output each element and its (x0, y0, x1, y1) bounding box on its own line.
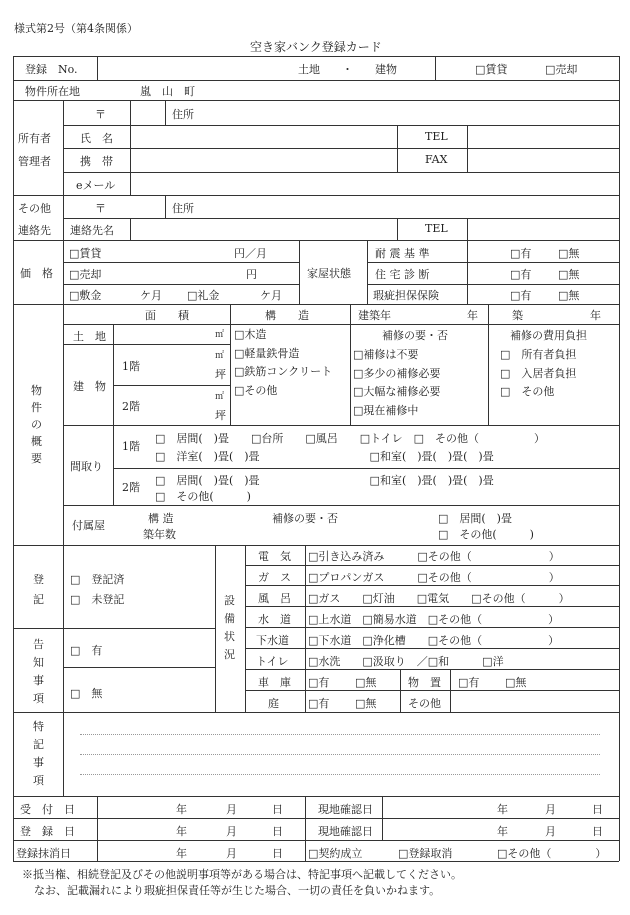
layout-floor1-row1[interactable]: □ 居間( )畳 □台所 □風呂 □トイレ □ その他（ ） (155, 432, 545, 445)
layout-floor1-row2[interactable]: □ 洋室( )畳( )畳 □和室( )畳( )畳( )畳 (155, 450, 494, 463)
quake-standard-label: 耐 震 基 準 (375, 247, 430, 260)
annex-other-checkbox[interactable]: □ その他( ) (438, 528, 534, 541)
form-number: 様式第2号（第4条関係） (14, 22, 138, 35)
repair-none-checkbox[interactable]: □補修は不要 (353, 348, 419, 361)
registered-date-label: 登 録 日 (20, 825, 75, 838)
cost-header: 補修の費用負担 (510, 329, 587, 342)
house-state-label: 家屋状態 (307, 267, 351, 280)
note-line-2: なお、記載漏れにより瑕疵担保責任等が生じた場合、一切の責任を負いかねます。 (34, 884, 441, 897)
floor2-tsubo-unit: 坪 (215, 409, 226, 422)
registered-day-unit: 日 (272, 825, 283, 838)
price-sale-unit: 円 (246, 268, 257, 281)
structure-header: 構 造 (265, 309, 309, 322)
location-value: 嵐 山 町 (140, 85, 195, 98)
layout-floor2-row2[interactable]: □ その他( ) (155, 490, 251, 503)
age-unit: 年 (590, 309, 601, 322)
unregistered-checkbox[interactable]: □ 未登記 (70, 593, 125, 606)
owner-fax-label: FAX (425, 153, 448, 166)
layout-floor2-label: 2階 (122, 481, 140, 494)
bath-options[interactable]: □ガス □灯油 □電気 □その他（ ） (308, 592, 570, 605)
cost-owner-checkbox[interactable]: □ 所有者負担 (500, 348, 577, 361)
manager-label: 管理者 (18, 155, 51, 168)
price-sale-checkbox[interactable]: □売却 (69, 268, 102, 281)
diagnosis-yes-checkbox[interactable]: □有 (510, 268, 532, 281)
quake-yes-checkbox[interactable]: □有 (510, 247, 532, 260)
struct-other-checkbox[interactable]: □その他 (234, 383, 278, 397)
layout-floor1-label: 1階 (122, 440, 140, 453)
contact-label: 連絡先 (18, 224, 51, 237)
note-line-1: ※抵当権、相続登記及びその他説明事項等がある場合は、特記事項へ記載してください。 (22, 868, 462, 881)
cancelled-month-unit: 月 (226, 847, 237, 860)
other-tel-label: TEL (425, 222, 448, 235)
warranty-insurance-label: 瑕疵担保保険 (373, 289, 439, 302)
price-rent-unit: 円／月 (234, 247, 267, 260)
cost-options (500, 346, 576, 402)
storage-label: 物 置 (408, 676, 441, 689)
contact-name-label: 連絡先名 (70, 224, 114, 237)
registered-month-unit: 月 (226, 825, 237, 838)
equipment-label: 設 備 状 況 (224, 594, 235, 661)
cancelled-date-label: 登録抹消日 (16, 847, 71, 860)
floor1-label: 1階 (122, 360, 140, 373)
floor2-label: 2階 (122, 400, 140, 413)
storage-yes-checkbox[interactable]: □有 (458, 676, 480, 689)
gas-label: ガ ス (258, 571, 291, 584)
quake-no-checkbox[interactable]: □無 (558, 247, 580, 260)
garage-label: 車 庫 (258, 676, 291, 689)
special-notes-label: 特 記 事 項 (33, 720, 44, 787)
repair-some-checkbox[interactable]: □多少の補修必要 (353, 366, 441, 380)
cost-tenant-checkbox[interactable]: □ 入居者負担 (500, 366, 577, 380)
overview-label: 物 件 の 概 要 (31, 384, 42, 465)
equipment-other-label: その他 (408, 697, 441, 710)
repair-ongoing-checkbox[interactable]: □現在補修中 (353, 403, 419, 417)
cancelled-year-unit: 年 (176, 847, 187, 860)
price-rent-checkbox[interactable]: □賃貸 (69, 247, 102, 260)
annex-living-checkbox[interactable]: □ 居間( )畳 (438, 512, 512, 525)
gas-options[interactable]: □プロパンガス □その他（ ） (308, 571, 560, 584)
area-header: 面 積 (145, 309, 189, 322)
diagnosis-no-checkbox[interactable]: □無 (558, 268, 580, 281)
site-check-label-1: 現地確認日 (318, 803, 373, 816)
floor1-sqm-unit: ㎡ (215, 351, 225, 361)
other-address-label: 住所 (172, 202, 194, 215)
contract-checkbox[interactable]: □契約成立 (308, 847, 363, 860)
owner-name-label: 氏 名 (80, 132, 113, 145)
water-options[interactable]: □上水道 □簡易水道 □その他（ ） (308, 613, 560, 626)
location-label: 物件所在地 (25, 85, 80, 98)
garden-label: 庭 (268, 697, 279, 710)
owner-email-label: eメール (76, 179, 116, 192)
structure-options (234, 326, 332, 400)
notice-yes-checkbox[interactable]: □ 有 (70, 644, 103, 657)
registered-year-unit: 年 (176, 825, 187, 838)
repair-options (353, 346, 440, 420)
registration-no-label: 登録 No. (25, 63, 78, 76)
sale-checkbox[interactable]: □売却 (545, 63, 578, 76)
annex-repair-label: 補修の要・否 (272, 512, 338, 525)
toilet-options[interactable]: □水洗 □汲取り ／□和 □洋 (308, 655, 504, 668)
garage-yes-checkbox[interactable]: □有 (308, 676, 330, 689)
electricity-label: 電 気 (258, 550, 291, 563)
owner-address-label: 住所 (172, 108, 194, 121)
site-check1-day-unit: 日 (592, 803, 603, 816)
received-year-unit: 年 (176, 803, 187, 816)
reg-cancel-checkbox[interactable]: □登録取消 (398, 847, 453, 860)
other-postal-label: 〒 (95, 202, 106, 215)
layout-floor2-row1[interactable]: □ 居間( )畳( )畳 □和室( )畳( )畳( )畳 (155, 474, 494, 487)
registry-label: 登 記 (33, 573, 44, 606)
garage-no-checkbox[interactable]: □無 (355, 676, 377, 689)
sewer-label: 下水道 (256, 634, 289, 647)
building-label: 建 物 (73, 380, 106, 393)
light-steel-checkbox[interactable]: □軽量鉄骨造 (234, 346, 300, 360)
annex-age-label: 築年数 (143, 528, 176, 541)
repair-header: 補修の要・否 (382, 329, 448, 342)
layout-label: 間取り (70, 460, 103, 473)
wood-checkbox[interactable]: □木造 (234, 328, 267, 341)
warranty-no-checkbox[interactable]: □無 (558, 289, 580, 302)
garden-no-checkbox[interactable]: □無 (355, 697, 377, 710)
site-check2-month-unit: 月 (545, 825, 556, 838)
water-label: 水 道 (258, 613, 291, 626)
warranty-yes-checkbox[interactable]: □有 (510, 289, 532, 302)
owner-mobile-label: 携 帯 (80, 155, 113, 168)
rc-checkbox[interactable]: □鉄筋コンクリート (234, 365, 333, 378)
received-date-label: 受 付 日 (20, 803, 75, 816)
owner-postal-label: 〒 (95, 108, 106, 121)
site-check-label-2: 現地確認日 (318, 825, 373, 838)
floor1-tsubo-unit: 坪 (215, 368, 226, 381)
annex-structure-label: 構 造 (148, 512, 174, 525)
received-day-unit: 日 (272, 803, 283, 816)
site-check2-year-unit: 年 (497, 825, 508, 838)
garden-yes-checkbox[interactable]: □有 (308, 697, 330, 710)
footer-other-checkbox[interactable]: □その他（ ） (497, 847, 607, 860)
notice-no-checkbox[interactable]: □ 無 (70, 687, 103, 700)
age-label: 築 (512, 309, 523, 322)
price-label: 価 格 (20, 267, 53, 280)
land-sqm-unit: ㎡ (215, 330, 225, 340)
built-year-unit: 年 (467, 309, 478, 322)
site-check2-day-unit: 日 (592, 825, 603, 838)
repair-major-checkbox[interactable]: □大幅な補修必要 (353, 385, 441, 398)
land-label: 土 地 (73, 330, 106, 343)
received-month-unit: 月 (226, 803, 237, 816)
other-label: その他 (18, 202, 51, 215)
owner-label: 所有者 (18, 132, 51, 145)
special-notes-area[interactable] (66, 716, 616, 794)
electricity-options[interactable]: □引き込み済み □その他（ ） (308, 550, 560, 563)
deposit-unit: ケ月 (140, 289, 162, 302)
land-building-label: 土地 ・ 建物 (298, 63, 397, 76)
site-check1-month-unit: 月 (545, 803, 556, 816)
floor2-sqm-unit: ㎡ (215, 392, 225, 402)
house-diagnosis-label: 住 宅 診 断 (375, 268, 430, 281)
registered-checkbox[interactable]: □ 登記済 (70, 573, 125, 586)
bath-label: 風 呂 (258, 592, 291, 605)
key-money-checkbox[interactable]: □礼金 (187, 289, 220, 302)
key-money-unit: ケ月 (260, 289, 282, 302)
toilet-label: トイレ (256, 655, 289, 668)
sewer-options[interactable]: □下水道 □浄化槽 □その他（ ） (308, 634, 560, 647)
rent-checkbox[interactable]: □賃貸 (475, 63, 508, 76)
cost-other-checkbox[interactable]: □ その他 (500, 385, 555, 398)
notice-label: 告 知 事 項 (33, 638, 44, 705)
site-check1-year-unit: 年 (497, 803, 508, 816)
storage-no-checkbox[interactable]: □無 (505, 676, 527, 689)
cancelled-day-unit: 日 (272, 847, 283, 860)
deposit-checkbox[interactable]: □敷金 (69, 289, 102, 302)
owner-tel-label: TEL (425, 130, 448, 143)
annex-label: 付属屋 (72, 519, 105, 532)
built-year-header: 建築年 (358, 309, 391, 322)
page-title: 空き家バンク登録カード (250, 40, 382, 54)
